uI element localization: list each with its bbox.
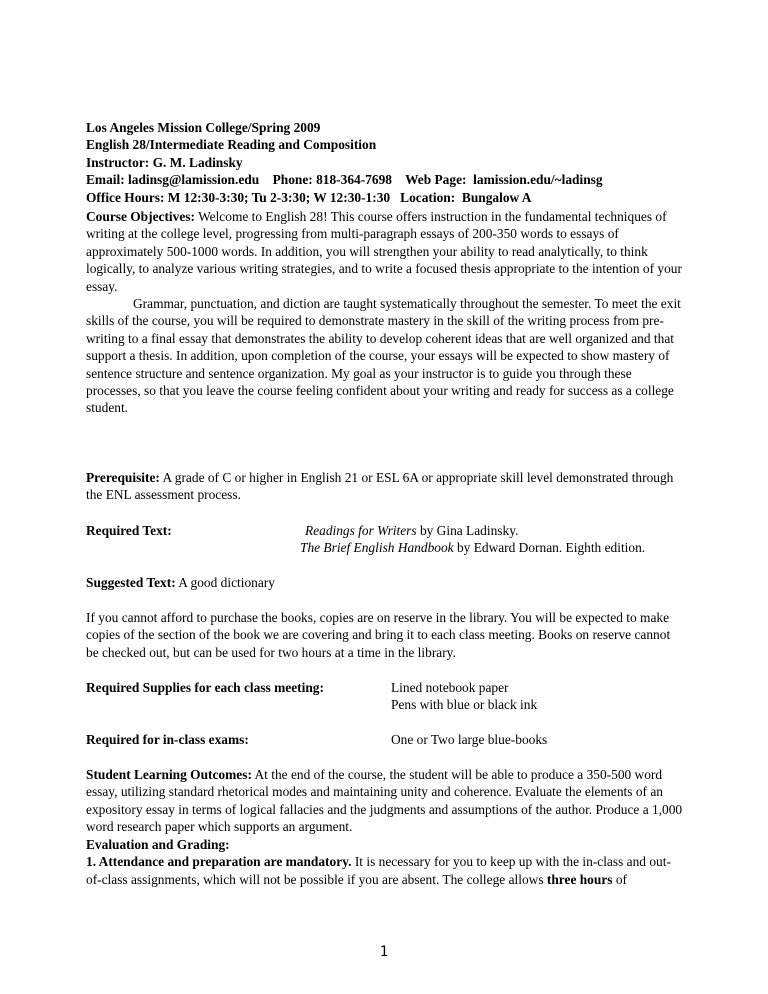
prerequisite	[86, 469, 686, 504]
learning-outcomes	[86, 766, 686, 836]
book-1-title: Readings for Writers	[305, 523, 417, 538]
attendance-tail: of	[612, 871, 627, 887]
course-header	[86, 119, 603, 206]
prerequisite-label: Prerequisite:	[86, 470, 160, 485]
objectives-para-2: Grammar, punctuation, and diction are taught systematically throughout the semester. To meet the exit skills of the course, you will be required to demonstrate mastery in the skill of the writing process from pre-writing to a final essay that demonstrates the ability to develop coherent ideas that are well organized and that support a thesis. In addition, upon completion of the course, your essays will be expected to show mastery of sentence structure and sentence organization. My goal as your instructor is to guide you through these processes, so that you leave the course feeling confident about your writing and ready for success as a college student.	[86, 296, 681, 416]
evaluation-item-1	[86, 853, 686, 888]
evaluation-grading	[86, 836, 686, 888]
college-term: Los Angeles Mission College/Spring 2009	[86, 120, 321, 135]
outcomes-label: Student Learning Outcomes:	[86, 767, 252, 782]
reserve-note: If you cannot afford to purchase the books, copies are on reserve in the library. You will be expected to make copies of the section of the book we are covering and bring it to each class meeting. Books on reserve cannot be checked out, but can be used for two hours at a time in the library.	[86, 610, 671, 660]
supply-notebook: Lined notebook paper	[391, 680, 509, 695]
supplies-label: Required Supplies for each class meeting:	[86, 680, 324, 695]
suggested-text	[86, 574, 686, 591]
three-hours: three hours	[546, 871, 613, 887]
required-text	[86, 522, 706, 558]
required-text-label: Required Text:	[86, 523, 172, 538]
suggested-text-value: A good dictionary	[175, 575, 275, 590]
office-hours-line: Office Hours: M 12:30-3:30; Tu 2-3:30; W 12:30-1:30 Location: Bungalow A	[86, 189, 532, 205]
course-objectives	[86, 208, 686, 417]
exams-item: One or Two large blue-books	[391, 732, 548, 747]
required-book-2	[300, 539, 645, 556]
objectives-label: Course Objectives:	[86, 209, 195, 224]
book-2-author: by Edward Dornan. Eighth edition.	[453, 540, 646, 555]
page-number: 1	[379, 944, 389, 960]
book-1-author: by Gina Ladinsky.	[416, 523, 519, 538]
required-supplies	[86, 679, 706, 715]
required-exams	[86, 731, 706, 749]
objectives-para-1: Welcome to English 28! This course offers instruction in the fundamental techniques of writing at the college level, progressing from multi-paragraph essays of 200-350 words to essays of approximately 500-1000 words. In addition, you will strengthen your ability to read analytically, to think logically, to analyze various writing strategies, and to write a focused thesis appropriate to the intention of your essay.	[86, 209, 682, 294]
exams-label: Required for in-class exams:	[86, 732, 249, 747]
course-title: English 28/Intermediate Reading and Composition	[86, 137, 377, 153]
attendance-text: It is necessary for you to keep up with the in-class and out-of-class assignments, which will not be possible if you are absent. The college allows	[86, 854, 671, 887]
attendance-statement: 1. Attendance and preparation are mandatory.	[86, 854, 352, 870]
contact-line: Email: ladinsg@lamission.edu Phone: 818-364-7698 Web Page: lamission.edu/~ladinsg	[86, 172, 603, 188]
suggested-text-label: Suggested Text:	[86, 575, 176, 590]
evaluation-heading: Evaluation and Grading:	[86, 837, 230, 852]
instructor-line: Instructor: G. M. Ladinsky	[86, 154, 243, 170]
book-2-title: The Brief English Handbook	[300, 540, 454, 555]
outcomes-text: At the end of the course, the student will be able to produce a 350-500 word essay, utilizing standard rhetorical modes and maintaining unity and coherence. Evaluate the elements of an expository essay in terms of logical fallacies and the judgments and assumptions of the author. Produce a 1,000 word research paper which supports an argument.	[86, 767, 683, 835]
required-book-1	[305, 522, 518, 539]
prerequisite-text: A grade of C or higher in English 21 or ESL 6A or appropriate skill level demonstrated through the ENL assessment process.	[86, 470, 674, 503]
supply-pens: Pens with blue or black ink	[391, 697, 538, 712]
